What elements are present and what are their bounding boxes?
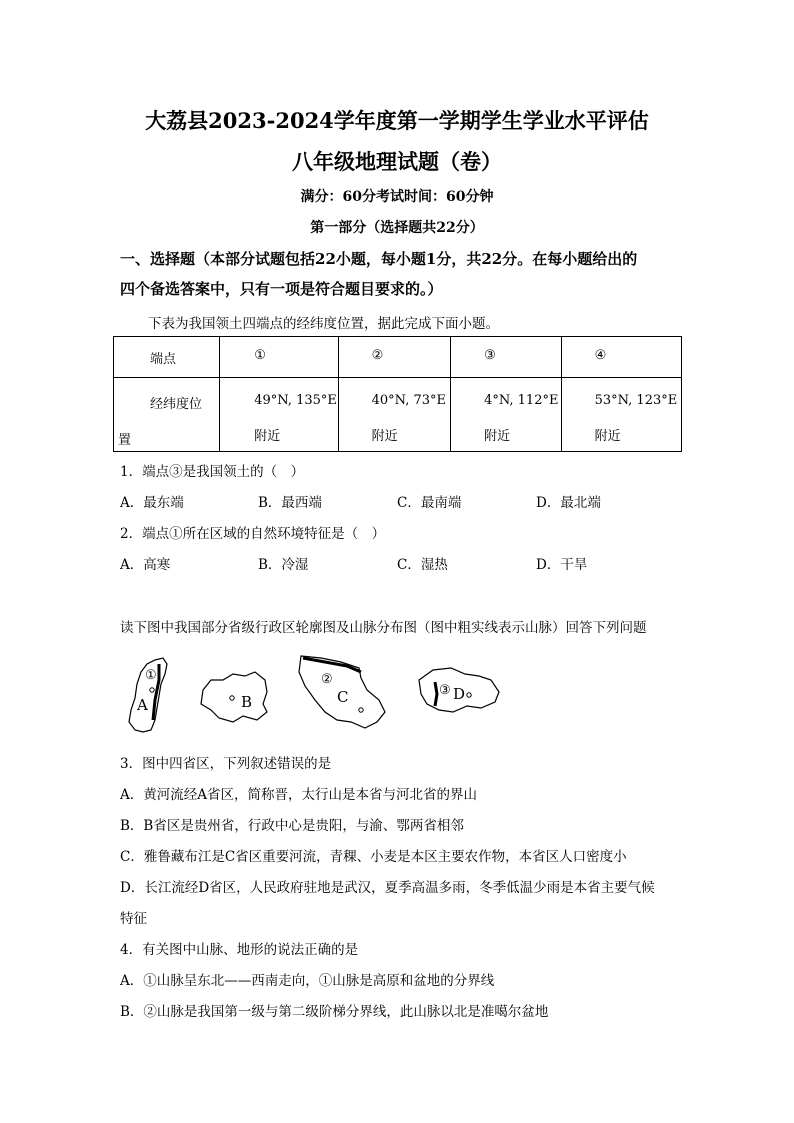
- q1-option-d[interactable]: D．最北端: [536, 495, 601, 511]
- map-intro: 读下图中我国部分省级行政区轮廓图及山脉分布图（图中粗实线表示山脉）回答下列问题: [120, 620, 647, 636]
- label-b: B: [241, 693, 253, 711]
- near-text: 附近: [254, 429, 281, 444]
- table-cell: [561, 378, 681, 452]
- header-label: 端点: [150, 352, 177, 367]
- q3-option-b[interactable]: B．B省区是贵州省，行政中心是贵阳，与渝、鄂两省相邻: [120, 818, 464, 834]
- q2-option-a[interactable]: A．高寒: [120, 557, 171, 573]
- q1-option-b[interactable]: B．最西端: [258, 495, 322, 511]
- header-label: ③: [484, 348, 496, 363]
- label-m2: ②: [321, 672, 333, 687]
- question-3-stem: 3．图中四省区，下列叙述错误的是: [120, 756, 332, 772]
- q3-option-d[interactable]: D．长江流经D省区，人民政府驻地是武汉，夏季高温多雨，冬季低温少雨是本省主要气候: [120, 880, 655, 896]
- label-m3: ③: [439, 683, 451, 698]
- coord-value: 40°N, 73°E: [371, 393, 447, 408]
- q4-option-a[interactable]: A．①山脉呈东北——西南走向，①山脉是高原和盆地的分界线: [120, 973, 495, 989]
- q1-option-c[interactable]: C．最南端: [397, 495, 462, 511]
- header-label: ②: [371, 348, 384, 363]
- q3-option-a[interactable]: A．黄河流经A省区，简称晋，太行山是本省与河北省的界山: [120, 787, 477, 803]
- q4-option-b[interactable]: B．②山脉是我国第一级与第二级阶梯分界线，此山脉以北是准噶尔盆地: [120, 1004, 549, 1020]
- header-label: ①: [254, 348, 266, 363]
- near-text: 附近: [484, 429, 511, 444]
- table-header-cell: [114, 337, 220, 378]
- score-time-info: 满分：60分考试时间：60分钟: [300, 189, 494, 205]
- row-label-line1: 经纬度位: [150, 397, 203, 412]
- table-cell: [220, 378, 338, 452]
- q2-option-c[interactable]: C．湿热: [397, 557, 448, 573]
- label-c: C: [337, 688, 349, 706]
- extreme-points-table: [113, 336, 682, 452]
- coord-value: 53°N, 123°E: [594, 393, 678, 408]
- coord-value: 49°N, 135°E: [254, 393, 337, 408]
- table-row: [114, 378, 682, 452]
- near-text: 附近: [371, 429, 398, 444]
- table-header-row: [114, 337, 682, 378]
- q3-option-d-continued: 特征: [120, 911, 147, 927]
- near-text: 附近: [594, 429, 621, 444]
- mountain-3-line: [435, 682, 437, 706]
- q2-option-d[interactable]: D．干旱: [536, 557, 588, 573]
- question-4-stem: 4．有关图中山脉、地形的说法正确的是: [120, 942, 359, 958]
- table-header-cell: [338, 337, 450, 378]
- label-m1: ①: [145, 668, 157, 683]
- table-cell: [451, 378, 562, 452]
- province-outline-figure: [115, 650, 515, 740]
- table-intro: 下表为我国领土四端点的经纬度位置，据此完成下面小题。: [148, 316, 499, 332]
- part-one-heading: 第一部分（选择题共22分）: [310, 220, 484, 236]
- table-header-cell: [561, 337, 681, 378]
- label-d: D: [453, 685, 466, 703]
- table-cell: [114, 378, 220, 452]
- q3-option-c[interactable]: C．雅鲁藏布江是C省区重要河流，青稞、小麦是本区主要农作物，本省区人口密度小: [120, 849, 627, 865]
- section-heading-line2: 四个备选答案中，只有一项是符合题目要求的。）: [120, 280, 443, 298]
- section-heading-line1: 一、选择题（本部分试题包括22小题，每小题1分，共22分。在每小题给出的: [120, 250, 638, 268]
- coord-value: 4°N, 112°E: [484, 393, 559, 408]
- q1-option-a[interactable]: A．最东端: [120, 495, 184, 511]
- label-a: A: [137, 696, 148, 714]
- table-header-cell: [451, 337, 562, 378]
- header-label: ④: [594, 348, 607, 363]
- q2-option-b[interactable]: B．冷湿: [258, 557, 309, 573]
- table-cell: [338, 378, 450, 452]
- exam-subtitle: 八年级地理试题（卷）: [292, 149, 502, 174]
- table-header-cell: [220, 337, 338, 378]
- question-2-stem: 2．端点①所在区域的自然环境特征是（ ）: [120, 526, 386, 542]
- exam-title: 大荔县2023-2024学年度第一学期学生学业水平评估: [145, 108, 649, 133]
- row-label-line2: 置: [118, 433, 132, 448]
- question-1-stem: 1．端点③是我国领土的（ ）: [120, 464, 305, 480]
